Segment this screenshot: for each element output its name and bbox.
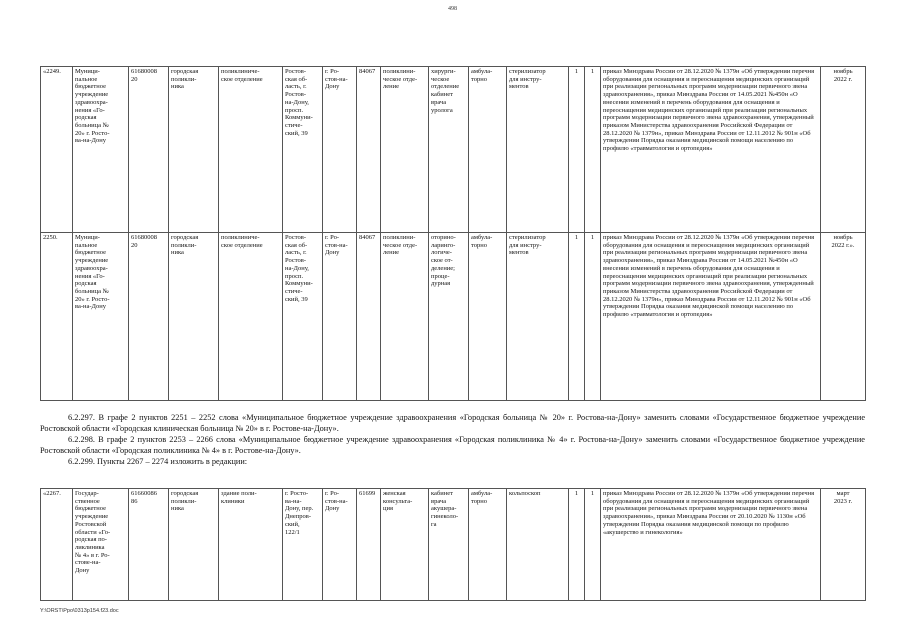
cell-type: городская поликли- ника <box>169 489 219 601</box>
cell-number: 2250. <box>41 233 73 401</box>
cell-date: ноябрь 2022 г. <box>821 67 866 233</box>
cell-quantity: 1 <box>585 489 601 601</box>
cell-quantity: 1 <box>585 67 601 233</box>
cell-address: г. Росто- ва-на- Дону, пер. Днепров- ский, 122/1 <box>283 489 323 601</box>
equipment-table-top <box>40 66 866 401</box>
cell-quantity: 1 <box>569 233 585 401</box>
cell-department: поликлини- ческое отде- ление <box>381 233 429 401</box>
table-row <box>41 67 866 233</box>
cell-organization: Государ- ственное бюджетное учреждение Ростовской области «Го- родская по- ликлиника № 4» в г. Ро- стове-на- Дону <box>73 489 129 601</box>
page-number: 498 <box>448 6 457 12</box>
cell-care-form: амбула- торно <box>469 233 507 401</box>
cell-code: 61680008 20 <box>129 233 169 401</box>
cell-type: городская поликли- ника <box>169 67 219 233</box>
cell-address: Ростов- ская об- ласть, г. Ростов- на-Дону, просп. Коммуни- стиче- ский, 39 <box>283 67 323 233</box>
paragraph-6-2-299: 6.2.299. Пункты 2267 – 2274 изложить в редакции: <box>68 457 248 466</box>
cell-room: хирурги- ческое отделение кабинет врача уролога <box>429 67 469 233</box>
cell-room: оторино- ларинго- логиче- ское от- деление; проце- дурная <box>429 233 469 401</box>
cell-number: «2267. <box>41 489 73 601</box>
cell-basis: приказ Минздрава России от 28.12.2020 № 1379н «Об утверждении перечня оборудования для оснащения и переоснащения медицинских организаций при реализации региональных программ модернизации первичного звена здравоохранения», приказ Минздрава России от 14.05.2021 №450н «О внесении изменений в перечень оборудования для оснащения и переоснащения медицинских организаций при реализации региональных программ модернизации первичного звена здравоохранения, утвержденный приказом Министерства здравоохранения Российской Федерации от 28.12.2020 № 1379н», приказ Минздрава России от 12.11.2012 № 901н «Об утверждении Порядка оказания медицинской помощи населению по профилю «травматология и ортопедия» <box>601 233 821 401</box>
cell-subdivision: поликлиниче- ское отделение <box>219 67 283 233</box>
cell-code: 61680008 20 <box>129 67 169 233</box>
cell-quantity: 1 <box>585 233 601 401</box>
cell-address: Ростов- ская об- ласть, г. Ростов- на-Дону, просп. Коммуни- стиче- ский, 39 <box>283 233 323 401</box>
cell-basis: приказ Минздрава России от 28.12.2020 № 1379н «Об утверждении перечня оборудования для оснащения и переоснащения медицинских организаций при реализации региональных программ модернизации первичного звена здравоохранения», приказ Минздрава России от 20.10.2020 № 1130н «Об утверждении Порядка оказания медицинской помощи по профилю «акушерство и гинекология» <box>601 489 821 601</box>
cell-oktmo: 61699 <box>357 489 381 601</box>
cell-date: ноябрь 2022 г.». <box>821 233 866 401</box>
cell-number: «2249. <box>41 67 73 233</box>
cell-equipment: кольпоскоп <box>507 489 569 601</box>
cell-care-form: амбула- торно <box>469 67 507 233</box>
cell-oktmo: 84067 <box>357 233 381 401</box>
cell-organization: Муници- пальное бюджетное учреждение здравоохра- нения «Го- родская больница № 20» г. Росто- ва-на-Дону <box>73 233 129 401</box>
cell-city: г. Ро- стов-на- Дону <box>323 67 357 233</box>
cell-oktmo: 84067 <box>357 67 381 233</box>
cell-quantity: 1 <box>569 67 585 233</box>
cell-date: март 2023 г. <box>821 489 866 601</box>
paragraph-6-2-297: 6.2.297. В графе 2 пунктов 2251 – 2252 слова «Муниципальное бюджетное учреждение здравоохранения «Городская больница № 20» г. Ростова-на-Дону» заменить словами «Государственное бюджетное учреждение Ростовской области «Городская клиническая больница № 20» в г. Ростове-на-Дону». <box>40 413 865 433</box>
cell-subdivision: здание поли- клиники <box>219 489 283 601</box>
cell-department: женская консульта- ция <box>381 489 429 601</box>
cell-room: кабинет врача акушера- гинеколо- га <box>429 489 469 601</box>
table-row <box>41 489 866 601</box>
cell-equipment: стерилизатор для инстру- ментов <box>507 67 569 233</box>
amendment-paragraphs <box>40 412 865 467</box>
cell-organization: Муници- пальное бюджетное учреждение здравоохра- нения «Го- родская больница № 20» г. Росто- ва-на-Дону <box>73 67 129 233</box>
cell-equipment: стерилизатор для инстру- ментов <box>507 233 569 401</box>
cell-quantity: 1 <box>569 489 585 601</box>
cell-code: 61660086 86 <box>129 489 169 601</box>
cell-city: г. Ро- стов-на- Дону <box>323 233 357 401</box>
cell-department: поликлини- ческое отде- ление <box>381 67 429 233</box>
equipment-table-bottom <box>40 488 866 601</box>
paragraph-6-2-298: 6.2.298. В графе 2 пунктов 2253 – 2266 слова «Муниципальное бюджетное учреждение здравоохранения «Городская поликлиника № 4» г. Ростова-на-Дону» заменить словами «Государственное бюджетное учреждение Ростовской области «Городская поликлиника № 4» в г. Ростове-на-Дону». <box>40 435 865 455</box>
cell-subdivision: поликлиниче- ское отделение <box>219 233 283 401</box>
file-path-footer: Y:\ORST\Ppo\0313p154.f23.doc <box>40 608 119 614</box>
cell-basis: приказ Минздрава России от 28.12.2020 № 1379н «Об утверждении перечня оборудования для оснащения и переоснащения медицинских организаций при реализации региональных программ модернизации первичного звена здравоохранения», приказ Минздрава России от 14.05.2021 №450н «О внесении изменений в перечень оборудования для оснащения и переоснащения медицинских организаций при реализации региональных программ модернизации первичного звена здравоохранения, утвержденный приказом Министерства здравоохранения Российской Федерации от 28.12.2020 № 1379н», приказ Минздрава России от 12.11.2012 № 901н «Об утверждении Порядка оказания медицинской помощи населению по профилю «травматология и ортопедия» <box>601 67 821 233</box>
cell-type: городская поликли- ника <box>169 233 219 401</box>
table-row <box>41 233 866 401</box>
cell-care-form: амбула- торно <box>469 489 507 601</box>
cell-city: г. Ро- стов-на- Дону <box>323 489 357 601</box>
